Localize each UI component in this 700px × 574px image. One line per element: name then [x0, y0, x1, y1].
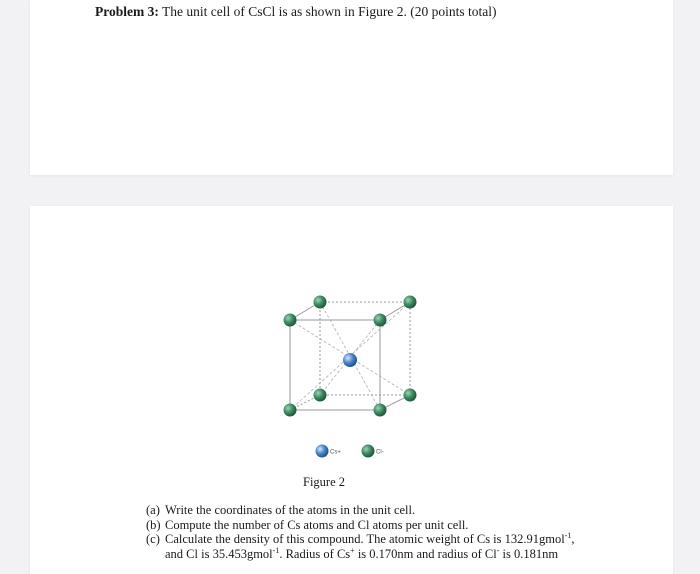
legend-cl-label: Cl- [376, 449, 384, 456]
problem-label: Problem 3: [95, 4, 159, 19]
question-c-line2-b: . Radius of Cs [279, 546, 351, 561]
cl-atom [404, 389, 417, 402]
cs-atom [343, 353, 357, 367]
question-c [146, 532, 575, 547]
cl-atom [284, 314, 297, 327]
figure-legend [316, 445, 384, 458]
question-c-continued [146, 547, 575, 562]
cl-atom [374, 404, 387, 417]
question-a-text: Write the coordinates of the atoms in the unit cell. [165, 503, 416, 517]
question-c-comma: , [571, 532, 575, 546]
question-c-line2-a: and Cl is 35.453gmol [165, 546, 273, 561]
question-a [146, 503, 575, 518]
problem-text: The unit cell of CsCl is as shown in Figure 2. (20 points total) [162, 4, 497, 19]
cl-atom [314, 296, 327, 309]
question-c-line2-c: is 0.170nm and radius of Cl [354, 546, 497, 561]
legend-cs-atom [316, 445, 329, 458]
question-c-sup: -1 [272, 545, 280, 555]
question-c-line1: Calculate the density of this compound. The atomic weight of Cs is 132.91gmol [165, 532, 565, 546]
legend-cs-label: Cs+ [330, 449, 341, 456]
question-b-label: (b) [146, 517, 161, 532]
question-c-sup: - [496, 545, 500, 555]
question-c-sup: -1 [564, 530, 572, 540]
cube-front-face [290, 320, 380, 410]
legend-cl-atom [362, 445, 375, 458]
cl-atom [404, 296, 417, 309]
figure-caption: Figure 2 [303, 475, 346, 489]
question-c-line2-d: is 0.181nm [499, 546, 559, 561]
question-a-label: (a) [146, 503, 160, 517]
question-b [146, 518, 575, 533]
cl-atom [284, 404, 297, 417]
question-list [146, 503, 575, 561]
cl-atom [314, 389, 327, 402]
question-b-text: Compute the number of Cs atoms and Cl atoms per unit cell. [165, 517, 469, 532]
cube-back-face [320, 302, 410, 395]
question-c-label: (c) [146, 532, 160, 546]
question-c-sup: + [350, 545, 355, 555]
cl-atom [374, 314, 387, 327]
